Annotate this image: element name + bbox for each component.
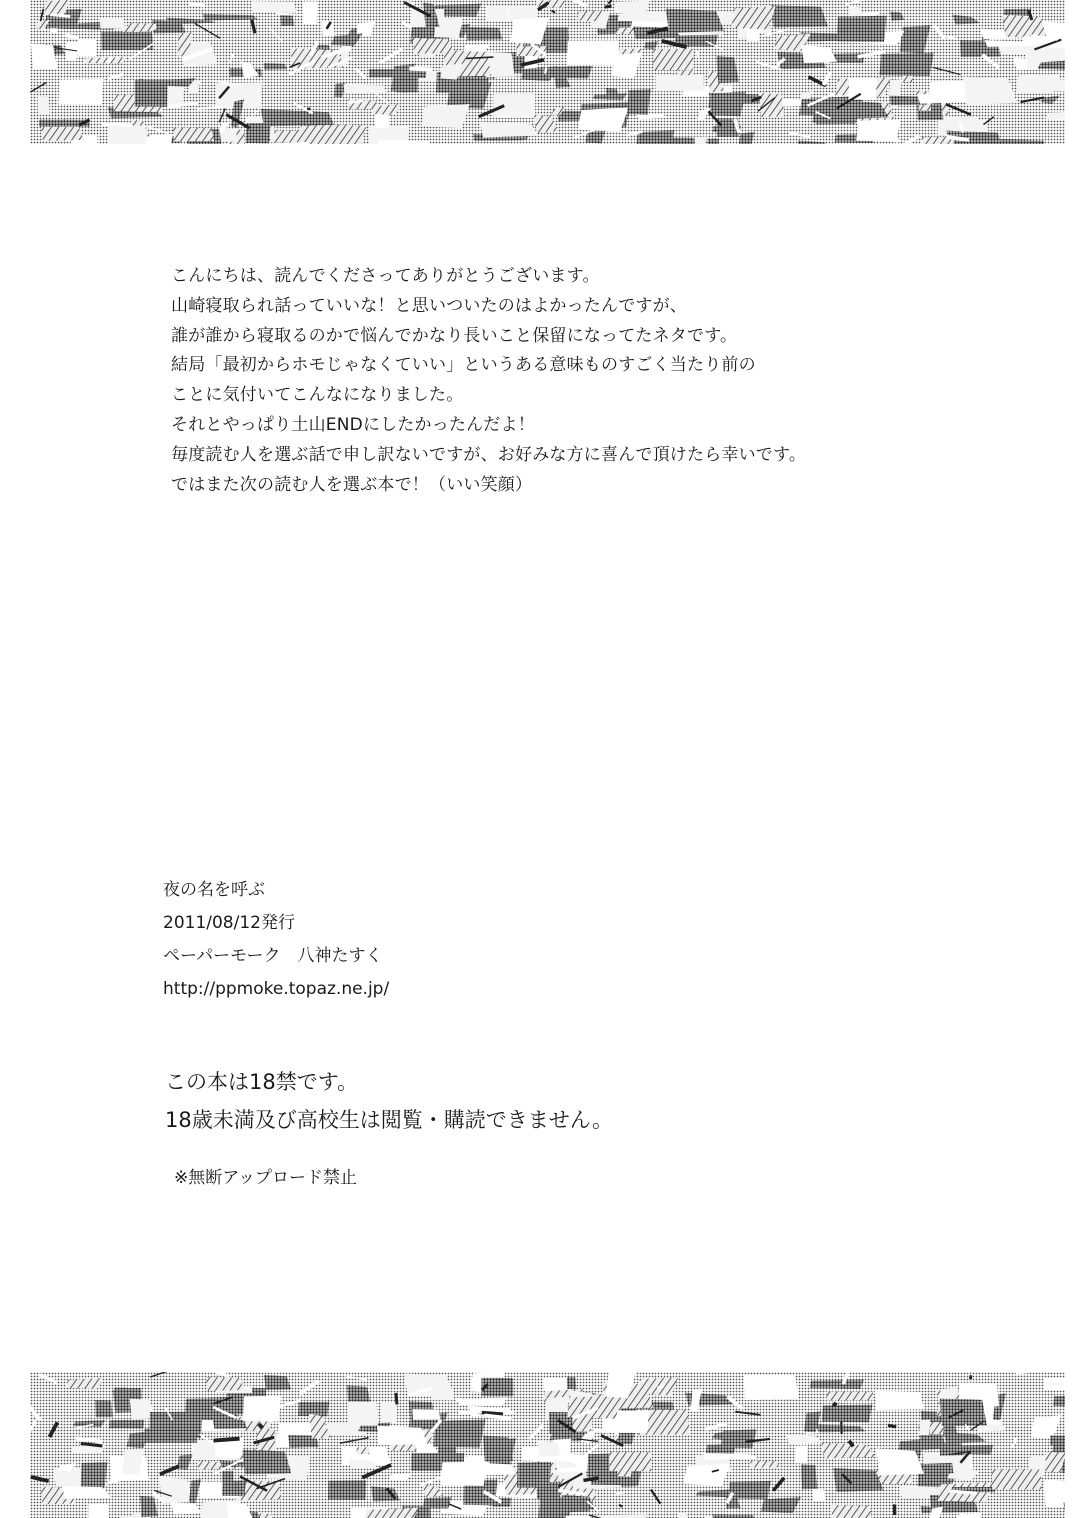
no-upload-notice: ※無断アップロード禁止: [174, 1168, 358, 1188]
screentone-block: [578, 107, 629, 131]
screentone-block: [347, 1401, 378, 1425]
book-title: 夜の名を呼ぶ: [163, 880, 265, 900]
screentone-block: [875, 1391, 924, 1411]
colophon: [163, 874, 389, 1006]
screentone-block: [1053, 1396, 1065, 1407]
screentone-block: [655, 75, 703, 91]
screentone-block: [242, 1450, 291, 1475]
screentone-block: [173, 127, 214, 141]
screentone-stroke: [545, 67, 546, 73]
screentone-block: [95, 1400, 113, 1417]
screentone-block: [721, 1429, 757, 1448]
screentone-block: [627, 89, 651, 115]
screentone-stroke: [605, 6, 612, 7]
screentone-block: [617, 12, 672, 22]
circle-author: ペーパーモーク 八神たすく: [163, 946, 383, 966]
screentone-block: [434, 17, 464, 38]
rating-line-1: この本は18禁です。: [165, 1070, 359, 1094]
screentone-block: [1016, 74, 1060, 94]
screentone-block: [744, 1375, 799, 1400]
afterword-line: 毎度読む人を選ぶ話で申し訳ないですが、お好みな方に喜んで頂けたら幸いです。: [171, 444, 807, 465]
afterword-line: ではまた次の読む人を選ぶ本で！（いい笑顔）: [171, 474, 533, 495]
screentone-block: [38, 97, 50, 115]
afterword-line: 誰が誰から寝取るのかで悩んでかなり長いこと保留になってたネタです。: [171, 325, 738, 346]
screentone-pattern-top: [30, 0, 1065, 144]
afterword-line: ことに気付いてこんなになりました。: [171, 385, 464, 406]
screentone-block: [149, 1412, 202, 1439]
screentone-stroke: [307, 109, 310, 110]
screentone-block: [178, 32, 192, 56]
screentone-block: [81, 1462, 108, 1487]
screentone-block: [369, 69, 402, 77]
age-rating-notice: [165, 1063, 613, 1139]
screentone-block: [263, 63, 287, 70]
screentone-block: [731, 6, 775, 29]
screentone-block: [421, 104, 470, 128]
screentone-block: [879, 53, 934, 76]
screentone-block: [799, 96, 855, 116]
screentone-block: [264, 1375, 291, 1390]
screentone-block: [303, 1, 317, 24]
screentone-block: [107, 126, 145, 144]
screentone-block: [1001, 139, 1030, 144]
screentone-block: [328, 1480, 366, 1499]
screentone-stroke: [189, 4, 206, 6]
screentone-block: [653, 49, 694, 70]
screentone-block: [1003, 15, 1047, 37]
screentone-block: [298, 1402, 329, 1417]
screentone-block: [856, 119, 901, 142]
screentone-stroke: [949, 1491, 976, 1493]
decorative-screentone-band-bottom: [30, 1372, 1065, 1518]
screentone-block: [431, 1393, 454, 1400]
screentone-block: [381, 1403, 397, 1423]
screentone-block: [567, 40, 619, 65]
screentone-block: [940, 1398, 987, 1426]
screentone-block: [848, 78, 877, 100]
screentone-block: [1044, 1480, 1065, 1507]
screentone-stroke: [65, 35, 80, 37]
screentone-block: [412, 1409, 440, 1419]
screentone-stroke: [623, 1384, 624, 1390]
screentone-block: [992, 1469, 1042, 1489]
screentone-stroke: [102, 124, 132, 126]
screentone-stroke: [468, 1457, 484, 1459]
screentone-block: [1050, 1435, 1065, 1445]
screentone-block: [423, 1497, 452, 1509]
screentone-stroke: [888, 1425, 896, 1427]
screentone-block: [101, 32, 153, 50]
screentone-stroke: [396, 1393, 397, 1405]
publish-date: 2011/08/12発行: [163, 913, 295, 933]
screentone-block: [222, 1481, 246, 1497]
screentone-stroke: [458, 1412, 482, 1413]
screentone-block: [831, 1505, 872, 1518]
screentone-block: [919, 1419, 930, 1435]
screentone-block: [707, 139, 719, 144]
screentone-block: [356, 1447, 369, 1454]
screentone-block: [550, 66, 593, 79]
screentone-block: [801, 1464, 817, 1489]
afterword-line: こんにちは、読んでくださってありがとうございます。: [171, 266, 600, 286]
screentone-stroke: [409, 69, 432, 70]
screentone-block: [813, 1489, 826, 1500]
screentone-block: [58, 79, 103, 105]
screentone-block: [822, 1404, 873, 1422]
screentone-block: [280, 15, 294, 26]
screentone-stroke: [197, 107, 220, 109]
rating-line-2: 18歳未満及び高校生は閲覧・購読できません。: [165, 1108, 613, 1132]
screentone-block: [252, 1, 296, 11]
screentone-block: [713, 1514, 756, 1518]
screentone-block: [100, 19, 125, 29]
screentone-stroke: [969, 1466, 972, 1467]
screentone-block: [441, 1461, 488, 1485]
screentone-block: [465, 27, 502, 40]
afterword-line: 山崎寝取られ話っていいな！と思いついたのはよかったんですが、: [171, 295, 687, 316]
screentone-block: [577, 11, 601, 22]
screentone-block: [826, 1391, 873, 1400]
screentone-block: [243, 1396, 281, 1422]
screentone-block: [517, 1462, 551, 1487]
screentone-block: [299, 124, 350, 144]
screentone-block: [88, 1504, 109, 1518]
circle-url: http://ppmoke.topaz.ne.jp/: [163, 979, 390, 999]
screentone-block: [109, 1420, 144, 1429]
afterword-line: 結局「最初からホモじゃなくていい」というある意味ものすごく当たり前の: [171, 355, 756, 376]
screentone-block: [980, 82, 1012, 103]
screentone-block: [493, 94, 535, 118]
screentone-block: [343, 84, 386, 92]
screentone-block: [213, 1419, 248, 1429]
afterword-text: [171, 262, 971, 500]
screentone-stroke: [50, 15, 70, 16]
screentone-block: [245, 123, 271, 144]
screentone-block: [750, 1460, 780, 1467]
screentone-block: [837, 16, 887, 42]
screentone-block: [438, 1435, 456, 1461]
screentone-stroke: [213, 1439, 239, 1441]
screentone-block: [1043, 1378, 1065, 1390]
screentone-block: [128, 23, 158, 30]
afterword-line: それとやっぱり土山ENDにしたかったんだよ！: [171, 414, 535, 435]
screentone-block: [1028, 140, 1045, 144]
screentone-block: [377, 1426, 427, 1445]
screentone-block: [567, 1377, 577, 1389]
screentone-block: [77, 39, 96, 57]
screentone-block: [667, 137, 695, 144]
screentone-block: [206, 1377, 243, 1390]
screentone-pattern-bottom: [30, 1372, 1065, 1518]
screentone-block: [810, 1379, 864, 1388]
decorative-screentone-band-top: [30, 0, 1065, 144]
screentone-block: [613, 1, 650, 14]
screentone-stroke: [834, 1403, 836, 1406]
screentone-block: [84, 57, 126, 63]
screentone-stroke: [583, 1478, 598, 1480]
screentone-block: [771, 5, 828, 28]
screentone-block: [609, 1452, 651, 1471]
screentone-block: [796, 1446, 808, 1464]
screentone-block: [759, 93, 784, 117]
